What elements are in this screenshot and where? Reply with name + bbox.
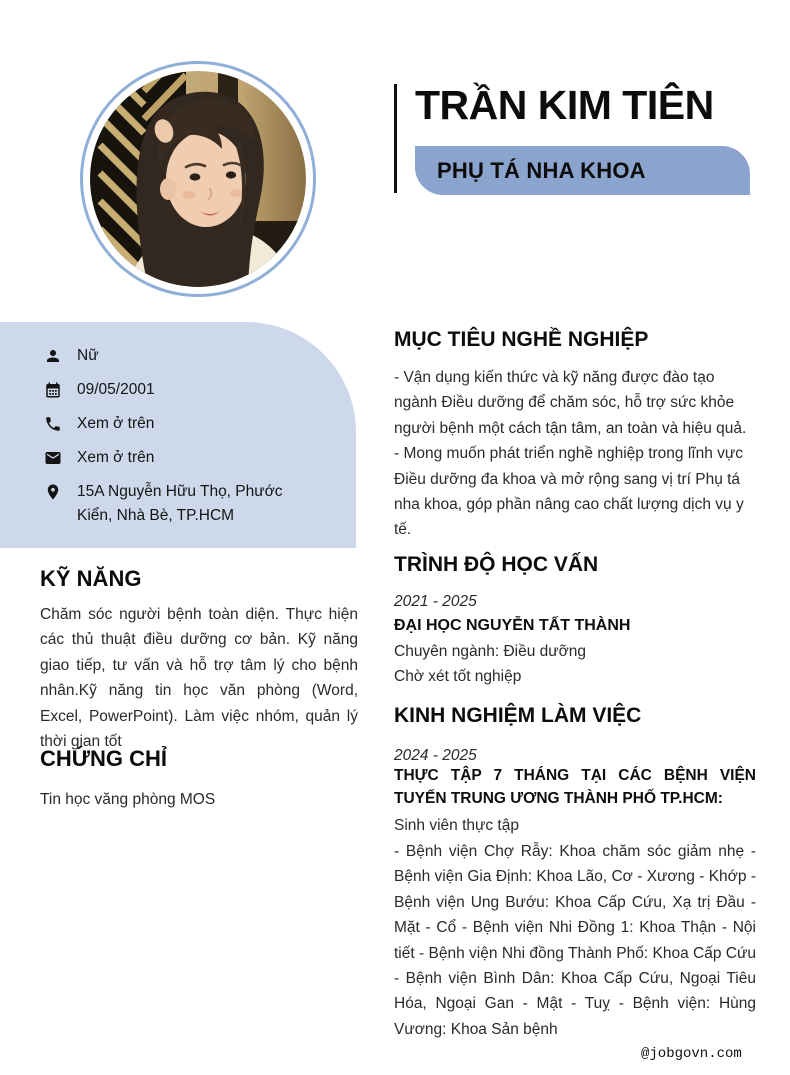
experience-heading: KINH NGHIỆM LÀM VIỆC xyxy=(394,704,642,727)
profile-photo xyxy=(90,71,306,287)
skills-body: Chăm sóc người bệnh toàn diện. Thực hiện các thủ thuật điều dưỡng cơ bản. Kỹ năng giao tiếp, tư vấn và hỗ trợ tâm lý cho bệnh nhân.Kỹ năng tin học văn phòng (Word, Excel, PowerPoint). Làm việc nhóm, quản lý thời gian tốt xyxy=(40,606,358,751)
certificates-body: Tin học văng phòng MOS xyxy=(40,791,216,808)
calendar-icon xyxy=(44,381,62,399)
person-icon xyxy=(44,347,62,365)
education-status: Chờ xét tốt nghiệp xyxy=(394,668,522,685)
contact-row-email xyxy=(44,446,324,470)
objective-body: - Vận dụng kiến thức và kỹ năng được đào tạo ngành Điều dưỡng để chăm sóc, hỗ trợ sức khỏe người bệnh một cách tận tâm, an toàn và hiệu quả. - Mong muốn phát triển nghề nghiệp trong lĩnh vực Điều dưỡng đa khoa và mở rộng sang vị trí Phụ tá nha khoa, góp phần nâng cao chất lượng dịch vụ y tế. xyxy=(394,369,755,539)
experience-period: 2024 - 2025 xyxy=(394,747,477,764)
contact-list xyxy=(44,344,324,538)
email-icon xyxy=(44,449,62,467)
profile-photo-illustration xyxy=(90,71,306,287)
contact-row-gender xyxy=(44,344,324,368)
job-title: PHỤ TÁ NHA KHOA xyxy=(437,157,646,183)
job-title-badge xyxy=(415,146,750,195)
education-heading: TRÌNH ĐỘ HỌC VẤN xyxy=(394,553,599,576)
contact-box xyxy=(0,322,356,548)
phone-value: Xem ở trên xyxy=(77,415,155,432)
education-major: Chuyên ngành: Điều dưỡng xyxy=(394,643,587,660)
name-accent-line xyxy=(394,84,397,193)
phone-icon xyxy=(44,415,62,433)
contact-row-address xyxy=(44,480,324,528)
candidate-name: TRẦN KIM TIÊN xyxy=(415,82,714,128)
education-period: 2021 - 2025 xyxy=(394,593,477,610)
address-value: 15A Nguyễn Hữu Thọ, Phước Kiển, Nhà Bè, TP.HCM xyxy=(77,483,283,524)
education-school: ĐẠI HỌC NGUYỄN TẤT THÀNH xyxy=(394,617,631,634)
contact-row-birthdate xyxy=(44,378,324,402)
gender-value: Nữ xyxy=(77,347,99,364)
birthdate-value: 09/05/2001 xyxy=(77,381,155,398)
skills-heading: KỸ NĂNG xyxy=(40,566,142,591)
watermark: @jobgovn.com xyxy=(641,1046,742,1062)
location-icon xyxy=(44,483,62,501)
email-value: Xem ở trên xyxy=(77,449,155,466)
experience-title: THỰC TẬP 7 THÁNG TẠI CÁC BỆNH VIỆN TUYẾN TRUNG ƯƠNG THÀNH PHỐ TP.HCM: xyxy=(394,767,756,807)
profile-photo-ring xyxy=(80,61,316,297)
experience-details: - Bệnh viện Chợ Rẫy: Khoa chăm sóc giảm nhẹ - Bệnh viện Gia Định: Khoa Lão, Cơ - Xương - Khớp - Bệnh viện Ung Bướu: Khoa Cấp Cứu, Xạ trị Đầu - Mặt - Cổ - Bệnh viện Nhi Đồng 1: Khoa Thận - Nội tiết - Bệnh viện Nhi đồng Thành Phố: Khoa Cấp Cứu - Bệnh viện Bình Dân: Khoa Cấp Cứu, Ngoại Tiêu Hóa, Ngoại Gan - Mật - Tuỵ - Bệnh viện: Hùng Vương: Khoa Sản bệnh xyxy=(394,843,756,1038)
objective-heading: MỤC TIÊU NGHỀ NGHIỆP xyxy=(394,328,649,351)
contact-row-phone xyxy=(44,412,324,436)
certificates-heading: CHỨNG CHỈ xyxy=(40,746,168,771)
experience-role: Sinh viên thực tập xyxy=(394,817,519,834)
